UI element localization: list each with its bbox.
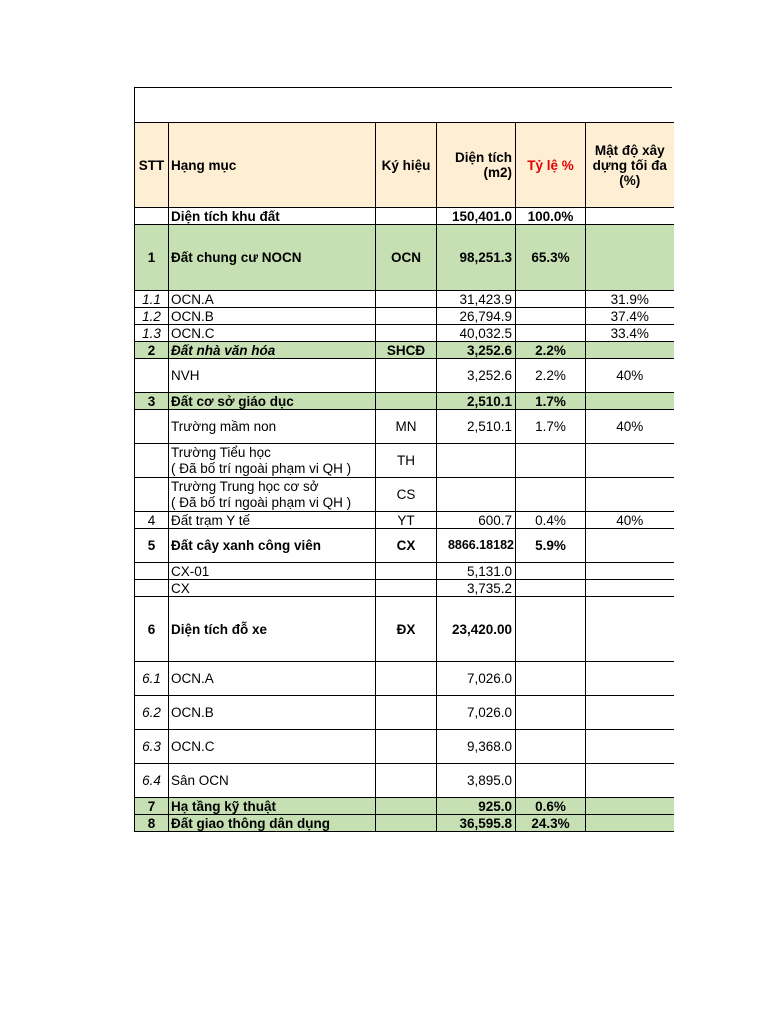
cell-stt [135, 563, 169, 580]
cell-stt [135, 410, 169, 444]
cell-ky-hieu: CS [376, 478, 437, 512]
table-row [135, 662, 674, 696]
cell-ty-le [516, 291, 586, 308]
table-row [135, 308, 674, 325]
table-row [135, 597, 674, 662]
table-row [135, 325, 674, 342]
cell-ty-le [516, 580, 586, 597]
cell-stt: 8 [135, 815, 169, 832]
cell-ky-hieu [376, 325, 437, 342]
cell-hang-muc: Đất chung cư NOCN [169, 225, 376, 291]
cell-dien-tich: 3,895.0 [437, 764, 516, 798]
table-row [135, 342, 674, 359]
item-note: ( Đã bố trí ngoài phạm vi QH ) [171, 460, 352, 476]
cell-ky-hieu [376, 291, 437, 308]
cell-hang-muc: Trường mầm non [169, 410, 376, 444]
cell-stt: 1.3 [135, 325, 169, 342]
cell-hang-muc: Đất giao thông dân dụng [169, 815, 376, 832]
cell-mat-do [586, 529, 674, 563]
cell-stt: 1 [135, 225, 169, 291]
cell-mat-do [586, 580, 674, 597]
cell-mat-do [586, 393, 674, 410]
header-mat-do: Mật độ xây dựng tối đa (%) [586, 123, 674, 208]
cell-ky-hieu [376, 662, 437, 696]
cell-hang-muc: Diện tích khu đất [169, 208, 376, 225]
cell-stt: 2 [135, 342, 169, 359]
cell-ky-hieu [376, 696, 437, 730]
cell-dien-tich: 31,423.9 [437, 291, 516, 308]
table-row [135, 730, 674, 764]
cell-stt: 5 [135, 529, 169, 563]
cell-stt [135, 208, 169, 225]
cell-stt: 1.2 [135, 308, 169, 325]
table-row [135, 208, 674, 225]
table-row [135, 393, 674, 410]
table-row [135, 291, 674, 308]
cell-ty-le [516, 597, 586, 662]
cell-ky-hieu [376, 308, 437, 325]
cell-stt: 6 [135, 597, 169, 662]
cell-ty-le: 65.3% [516, 225, 586, 291]
cell-ky-hieu [376, 764, 437, 798]
cell-dien-tich: 2,510.1 [437, 393, 516, 410]
cell-hang-muc [169, 478, 376, 512]
cell-mat-do [586, 764, 674, 798]
cell-hang-muc: OCN.C [169, 325, 376, 342]
cell-hang-muc: Đất cây xanh công viên [169, 529, 376, 563]
cell-ky-hieu [376, 393, 437, 410]
cell-mat-do [586, 208, 674, 225]
cell-hang-muc: Sân OCN [169, 764, 376, 798]
cell-ty-le [516, 662, 586, 696]
cell-dien-tich: 98,251.3 [437, 225, 516, 291]
cell-hang-muc: OCN.A [169, 662, 376, 696]
cell-mat-do: 40% [586, 512, 674, 529]
cell-hang-muc: Diện tích đỗ xe [169, 597, 376, 662]
table-row [135, 359, 674, 393]
cell-dien-tich: 9,368.0 [437, 730, 516, 764]
cell-mat-do [586, 730, 674, 764]
table-row [135, 225, 674, 291]
cell-dien-tich: 26,794.9 [437, 308, 516, 325]
land-use-table [134, 122, 674, 832]
cell-stt: 6.1 [135, 662, 169, 696]
table-title-area [134, 87, 672, 122]
cell-ty-le [516, 478, 586, 512]
cell-dien-tich: 7,026.0 [437, 662, 516, 696]
cell-ky-hieu: YT [376, 512, 437, 529]
table-row [135, 815, 674, 832]
cell-ky-hieu [376, 563, 437, 580]
cell-mat-do: 31.9% [586, 291, 674, 308]
cell-dien-tich: 150,401.0 [437, 208, 516, 225]
cell-hang-muc: OCN.B [169, 696, 376, 730]
cell-hang-muc: CX [169, 580, 376, 597]
cell-mat-do [586, 815, 674, 832]
table-row [135, 764, 674, 798]
cell-hang-muc: OCN.B [169, 308, 376, 325]
cell-stt: 6.3 [135, 730, 169, 764]
cell-mat-do [586, 225, 674, 291]
cell-mat-do [586, 563, 674, 580]
cell-mat-do [586, 444, 674, 478]
cell-ty-le: 2.2% [516, 359, 586, 393]
cell-ty-le: 0.6% [516, 798, 586, 815]
cell-mat-do [586, 798, 674, 815]
cell-stt: 4 [135, 512, 169, 529]
cell-ky-hieu: CX [376, 529, 437, 563]
cell-ty-le [516, 563, 586, 580]
cell-mat-do [586, 478, 674, 512]
cell-ky-hieu: SHCĐ [376, 342, 437, 359]
table-row [135, 580, 674, 597]
cell-ty-le: 0.4% [516, 512, 586, 529]
cell-ky-hieu: MN [376, 410, 437, 444]
cell-dien-tich: 8866.18182 [437, 529, 516, 563]
cell-stt: 3 [135, 393, 169, 410]
cell-hang-muc: Đất trạm Y tế [169, 512, 376, 529]
header-row [135, 123, 674, 208]
table-row [135, 696, 674, 730]
cell-dien-tich: 23,420.00 [437, 597, 516, 662]
cell-ty-le [516, 444, 586, 478]
cell-hang-muc: Đất cơ sở giáo dục [169, 393, 376, 410]
cell-stt: 6.2 [135, 696, 169, 730]
cell-hang-muc: OCN.C [169, 730, 376, 764]
table-row [135, 410, 674, 444]
cell-ky-hieu: ĐX [376, 597, 437, 662]
cell-ky-hieu [376, 208, 437, 225]
cell-stt [135, 444, 169, 478]
cell-stt: 6.4 [135, 764, 169, 798]
cell-mat-do [586, 597, 674, 662]
cell-ky-hieu [376, 798, 437, 815]
cell-ty-le: 5.9% [516, 529, 586, 563]
cell-mat-do [586, 342, 674, 359]
cell-mat-do [586, 662, 674, 696]
cell-stt [135, 580, 169, 597]
cell-stt [135, 359, 169, 393]
cell-dien-tich: 600.7 [437, 512, 516, 529]
cell-ky-hieu [376, 730, 437, 764]
cell-hang-muc: CX-01 [169, 563, 376, 580]
cell-mat-do: 33.4% [586, 325, 674, 342]
cell-dien-tich [437, 478, 516, 512]
cell-mat-do: 40% [586, 359, 674, 393]
cell-hang-muc: Đất nhà văn hóa [169, 342, 376, 359]
cell-dien-tich: 36,595.8 [437, 815, 516, 832]
header-ky-hieu: Ký hiệu [376, 123, 437, 208]
header-dien-tich: Diện tích (m2) [437, 123, 516, 208]
item-note: ( Đã bố trí ngoài phạm vi QH ) [171, 494, 352, 510]
table-row [135, 798, 674, 815]
header-stt: STT [135, 123, 169, 208]
cell-ky-hieu [376, 580, 437, 597]
cell-dien-tich: 3,735.2 [437, 580, 516, 597]
cell-hang-muc: NVH [169, 359, 376, 393]
cell-ty-le [516, 764, 586, 798]
cell-ty-le: 1.7% [516, 410, 586, 444]
cell-ty-le: 100.0% [516, 208, 586, 225]
cell-ty-le [516, 325, 586, 342]
cell-ky-hieu [376, 815, 437, 832]
cell-ky-hieu [376, 359, 437, 393]
cell-dien-tich: 5,131.0 [437, 563, 516, 580]
cell-mat-do [586, 696, 674, 730]
cell-hang-muc [169, 444, 376, 478]
table-row [135, 512, 674, 529]
cell-ty-le [516, 696, 586, 730]
cell-hang-muc: Hạ tầng kỹ thuật [169, 798, 376, 815]
cell-dien-tich: 7,026.0 [437, 696, 516, 730]
table-row [135, 478, 674, 512]
cell-ty-le: 24.3% [516, 815, 586, 832]
table-row [135, 529, 674, 563]
cell-mat-do: 37.4% [586, 308, 674, 325]
cell-ty-le [516, 730, 586, 764]
item-name: Trường Tiểu học [171, 444, 271, 460]
cell-stt: 1.1 [135, 291, 169, 308]
cell-dien-tich [437, 444, 516, 478]
cell-dien-tich: 925.0 [437, 798, 516, 815]
cell-dien-tich: 2,510.1 [437, 410, 516, 444]
cell-stt [135, 478, 169, 512]
table-row [135, 444, 674, 478]
cell-ty-le [516, 308, 586, 325]
cell-stt: 7 [135, 798, 169, 815]
cell-ky-hieu: OCN [376, 225, 437, 291]
cell-dien-tich: 3,252.6 [437, 359, 516, 393]
cell-ty-le: 1.7% [516, 393, 586, 410]
cell-hang-muc: OCN.A [169, 291, 376, 308]
cell-ty-le: 2.2% [516, 342, 586, 359]
cell-dien-tich: 3,252.6 [437, 342, 516, 359]
cell-ky-hieu: TH [376, 444, 437, 478]
cell-dien-tich: 40,032.5 [437, 325, 516, 342]
table-row [135, 563, 674, 580]
cell-mat-do: 40% [586, 410, 674, 444]
item-name: Trường Trung học cơ sở [171, 478, 319, 494]
header-hang-muc: Hạng mục [169, 123, 376, 208]
header-ty-le: Tỷ lệ % [516, 123, 586, 208]
